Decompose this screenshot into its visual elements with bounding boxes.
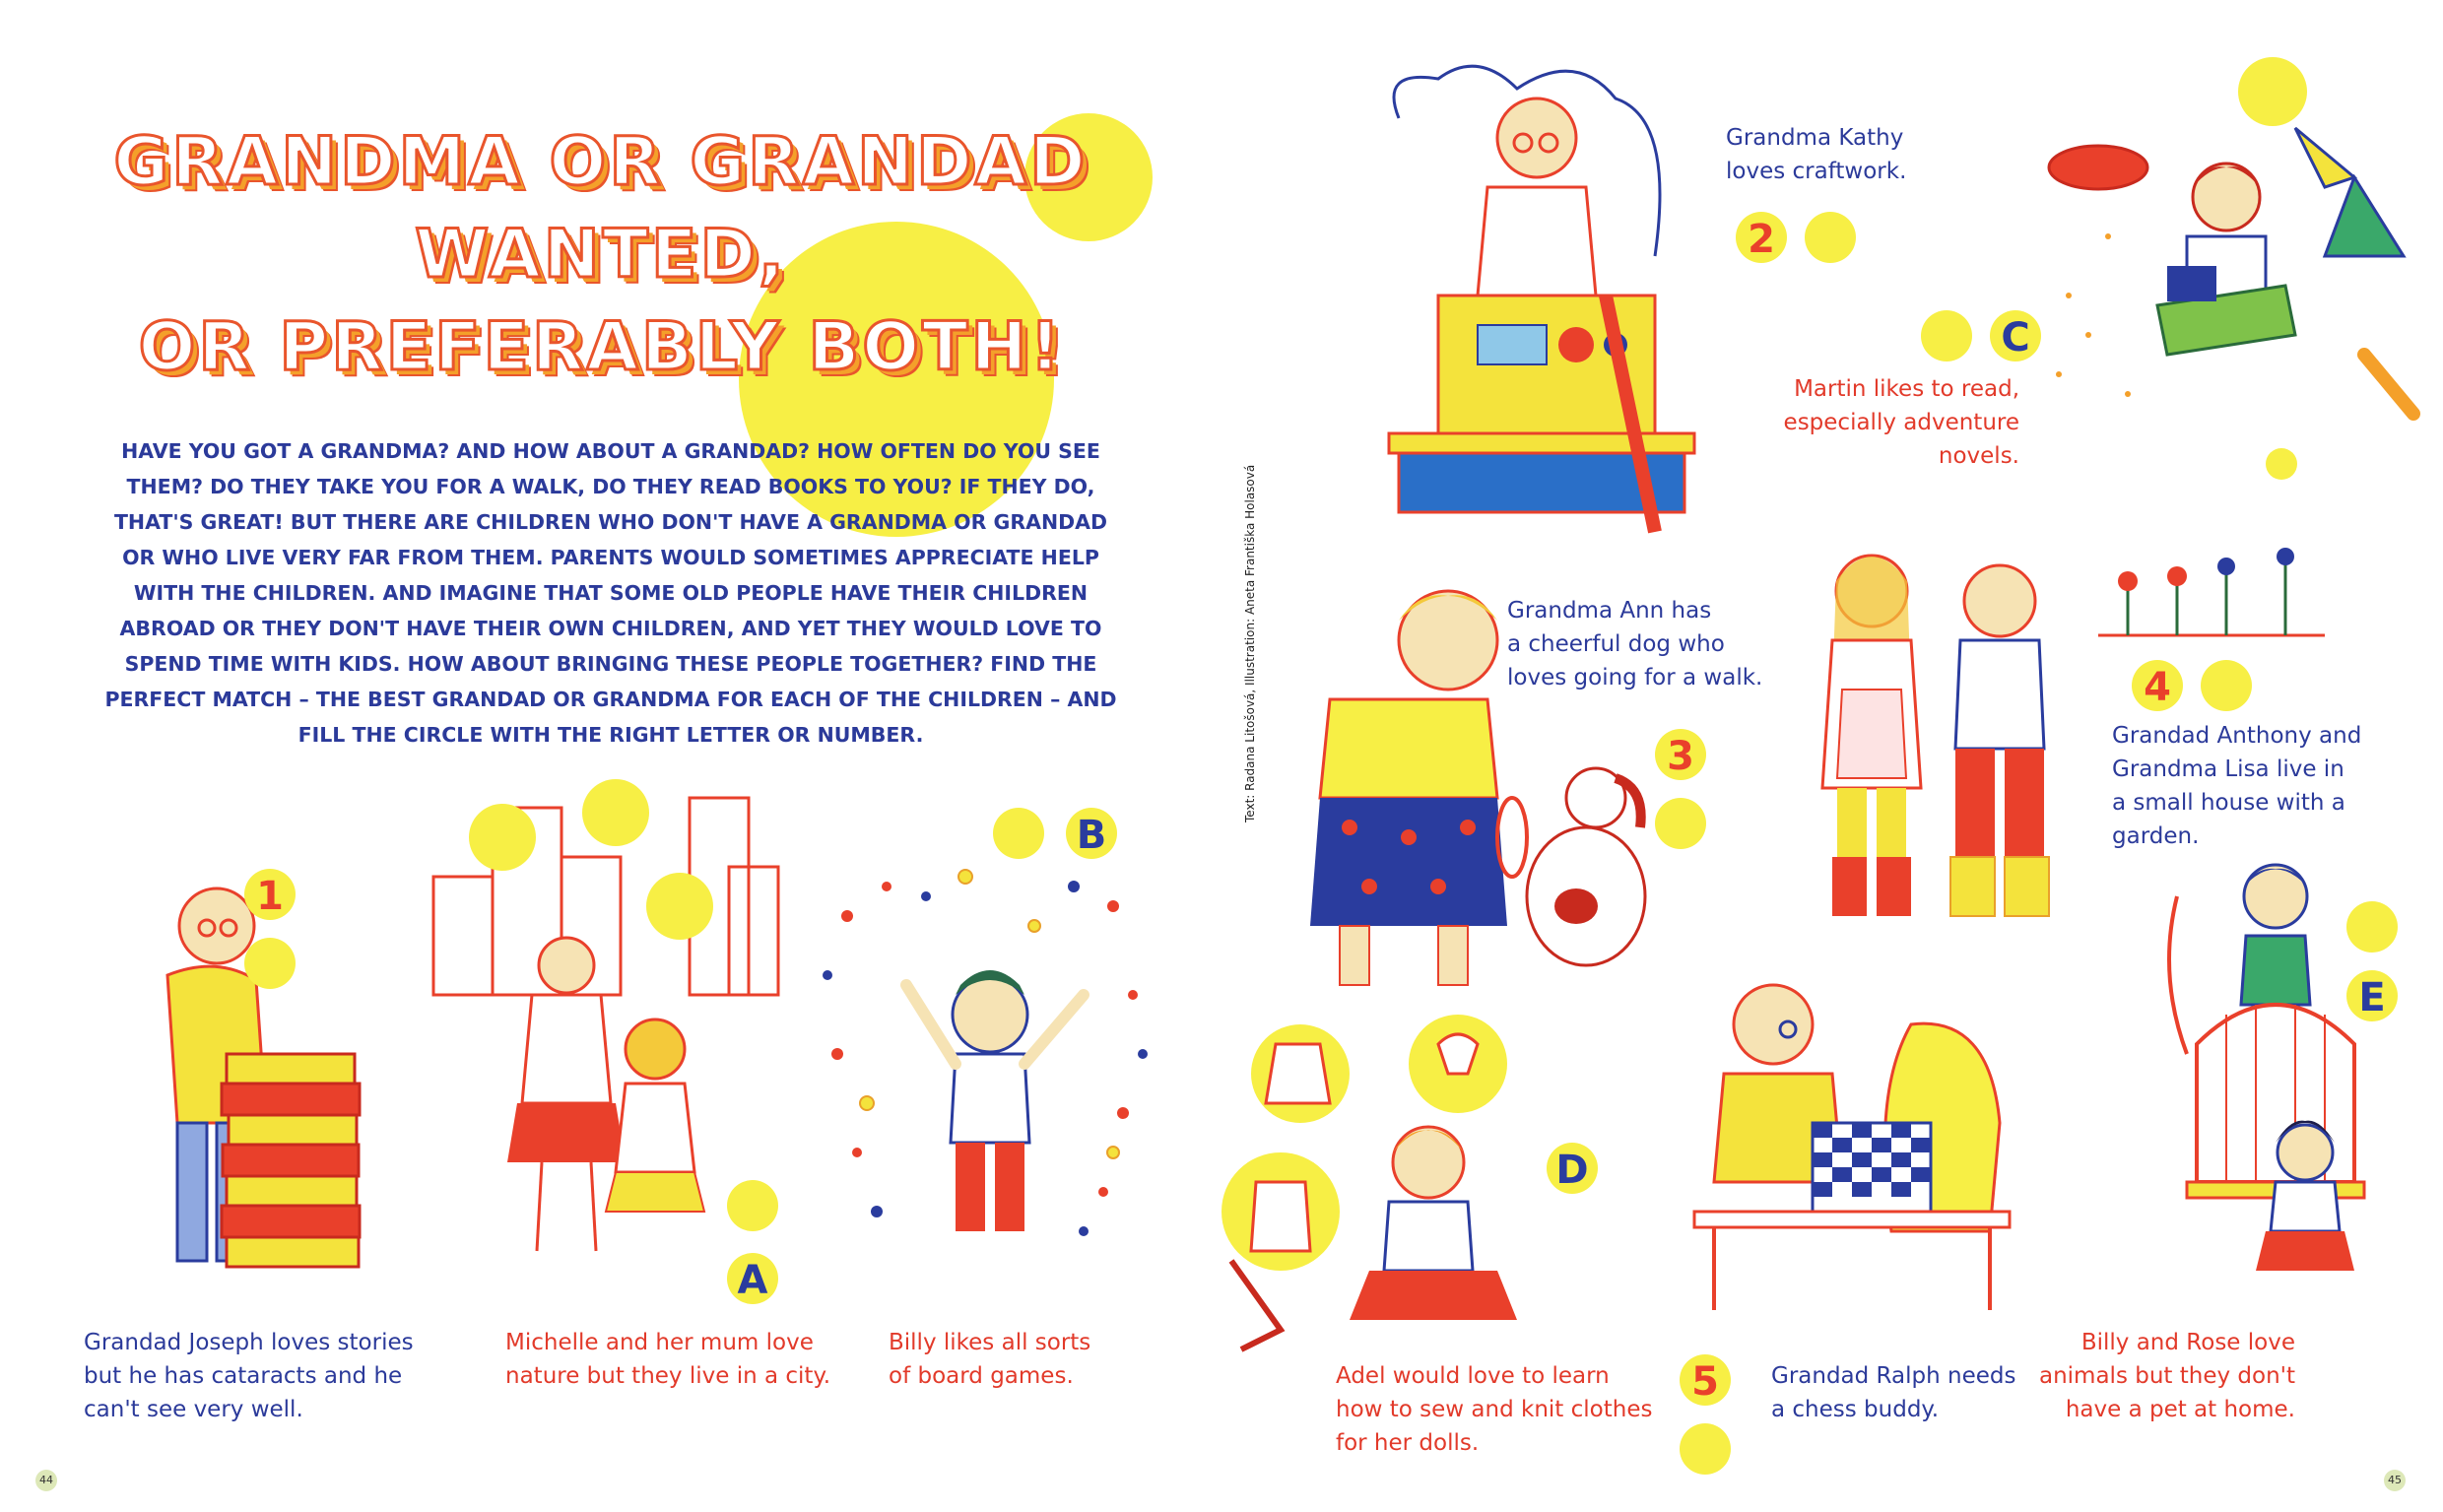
title-line-1: GRANDMA OR GRANDAD [113, 123, 1089, 201]
answer-circle-5[interactable] [1680, 1423, 1731, 1475]
caption-grandad-joseph: Grandad Joseph loves stories but he has cataracts and he can't see very well. [84, 1330, 414, 1422]
anthony-lisa-illustration [1793, 532, 2088, 946]
grandad-ralph-illustration [1694, 975, 2019, 1330]
number-3-label: 3 [1667, 734, 1694, 779]
martin-illustration [2029, 118, 2423, 453]
answer-circle-2[interactable] [1805, 212, 1856, 263]
caption-grandma-ann: Grandma Ann has a cheerful dog who loves going for a walk. [1507, 598, 1763, 690]
caption-martin: Martin likes to read, especially adventure novels. [1783, 376, 2019, 469]
caption-billy: Billy likes all sorts of board games. [889, 1330, 1091, 1389]
answer-circle-4[interactable] [2201, 660, 2252, 711]
page-number-right: 45 [2384, 1470, 2406, 1491]
number-2-label: 2 [1748, 217, 1775, 262]
number-5-label: 5 [1691, 1359, 1719, 1405]
letter-c-label: C [2001, 315, 2030, 361]
grandad-joseph-illustration [59, 867, 374, 1300]
title-line-2: WANTED, [415, 216, 787, 294]
page-number-left: 44 [35, 1470, 57, 1491]
answer-circle-e[interactable] [2346, 901, 2398, 953]
credits-text: Text: Radana Litošová, Illustration: Aneta Františka Holasová [1243, 464, 1257, 822]
answer-circle-b[interactable] [993, 808, 1044, 859]
page-title [59, 116, 1143, 394]
answer-circle-c[interactable] [1921, 310, 1972, 362]
answer-circle-1[interactable] [244, 938, 296, 989]
letter-d-label: D [1555, 1148, 1589, 1193]
number-4-label: 4 [2144, 665, 2171, 710]
letter-a-label: A [737, 1258, 768, 1303]
caption-billy-rose: Billy and Rose love animals but they don't have a pet at home. [2039, 1330, 2296, 1422]
caption-grandma-kathy: Grandma Kathy loves craftwork. [1726, 125, 1907, 184]
deco-circle-top-right [2238, 57, 2307, 126]
letter-e-label: E [2358, 975, 2386, 1020]
title-line-3: OR PREFERABLY BOTH! [138, 308, 1064, 386]
adel-illustration [1202, 1015, 1616, 1369]
answer-circle-a[interactable] [727, 1180, 778, 1231]
caption-anthony-lisa: Grandad Anthony and Grandma Lisa live in a small house with a garden. [2112, 723, 2362, 849]
billy-illustration [818, 857, 1162, 1290]
garden-illustration [2098, 542, 2325, 640]
caption-michelle: Michelle and her mum love nature but they live in a city. [505, 1330, 831, 1389]
caption-grandad-ralph: Grandad Ralph needs a chess buddy. [1771, 1363, 2016, 1422]
letter-b-label: B [1076, 813, 1107, 858]
answer-circle-3[interactable] [1655, 798, 1706, 849]
intro-paragraph: HAVE YOU GOT A GRANDMA? AND HOW ABOUT A GRANDAD? HOW OFTEN DO YOU SEE THEM? DO THEY TAKE YOU FOR A WALK, DO THEY READ BOOKS TO YOU? IF THEY DO, THAT'S GREAT! BUT THERE ARE CHILDREN WHO DON'T HAVE A GRANDMA OR GRANDAD OR WHO LIVE VERY FAR FROM THEM. PARENTS WOULD SOMETIMES APPRECIATE HELP WITH THE CHILDREN. AND IMAGINE THAT SOME OLD PEOPLE HAVE THEIR CHILDREN ABROAD OR THEY DON'T HAVE THEIR OWN CHILDREN, AND YET THEY WOULD LOVE TO SPEND TIME WITH KIDS. HOW ABOUT BRINGING THESE PEOPLE TOGETHER? FIND THE PERFECT MATCH – THE BEST GRANDAD OR GRANDMA FOR EACH OF THE CHILDREN – AND FILL THE CIRCLE WITH THE RIGHT LETTER OR NUMBER. [104, 439, 1117, 747]
grandma-kathy-illustration [1359, 59, 1714, 571]
caption-adel: Adel would love to learn how to sew and knit clothes for her dolls. [1336, 1363, 1653, 1456]
number-1-label: 1 [256, 874, 284, 919]
